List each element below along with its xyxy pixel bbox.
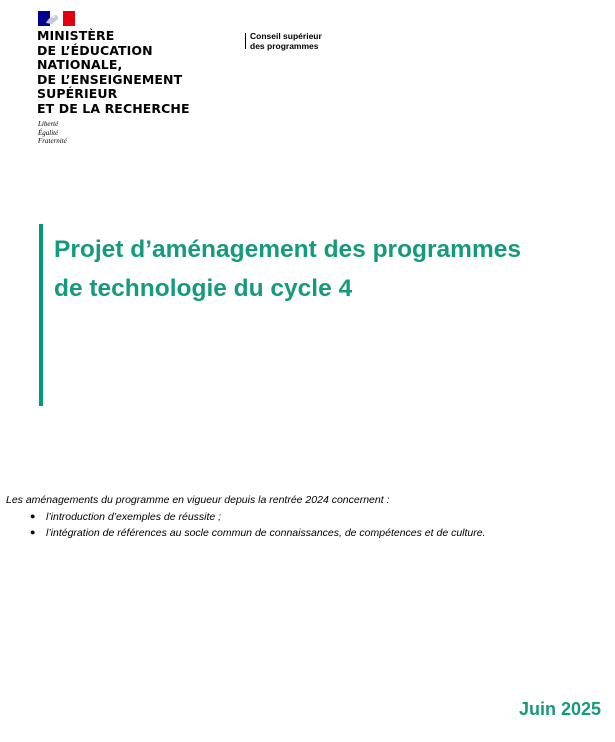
publication-date: Juin 2025 [518,699,601,719]
ministry-line: SUPÉRIEUR [37,86,118,101]
bullet-icon: ● [30,527,36,537]
ministry-line: DE L’ENSEIGNEMENT [37,71,183,87]
bullet-list [0,511,486,543]
ministry-line: NATIONALE, [37,57,123,72]
list-item [0,511,486,527]
ministry-line: DE L’ÉDUCATION [37,42,153,58]
document-title [54,230,521,308]
motto-line: Égalité [38,128,59,137]
republic-motto [38,120,67,146]
ministry-line: ET DE LA RECHERCHE [37,100,190,116]
list-item-text: l’intégration de références au socle commun de connaissances, de compétences et de culture. [46,527,486,539]
title-line: Projet d’aménagement des programmes [54,236,522,263]
title-accent-bar [39,224,43,406]
list-item [0,527,486,543]
ministry-name [37,29,190,116]
ministry-line: MINISTÈRE [37,28,115,43]
header-divider [245,33,246,49]
council-name [250,31,322,51]
council-line: des programmes [250,41,319,51]
bullet-icon: ● [30,511,36,521]
title-line: de technologie du cycle 4 [54,275,353,302]
list-item-text: l’introduction d’exemples de réussite ; [46,511,222,523]
motto-line: Liberté [38,120,59,128]
marianne-flag-logo [38,11,75,26]
motto-line: Fraternité [38,137,67,146]
intro-text: Les aménagements du programme en vigueur depuis la rentrée 2024 concernent : [6,494,390,506]
council-line: Conseil supérieur [250,31,322,41]
